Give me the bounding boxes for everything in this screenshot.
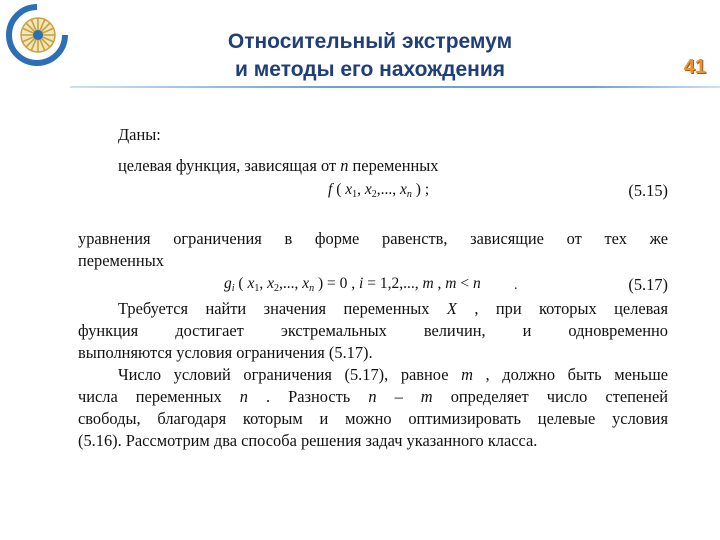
objective-intro: целевая функция, зависящая от n переменных <box>118 156 439 175</box>
page-number: 41 <box>683 56 706 78</box>
task-line-3: выполняются условия ограничения (5.17). <box>78 343 373 362</box>
constraints-line-2: переменных <box>78 251 164 270</box>
constraints-count-line-3: свободы, благодаря которым и можно оптимизировать целевые условия <box>78 409 668 428</box>
given-label: Даны: <box>118 125 161 144</box>
formula-5-17: $g_i$ ( $x_1$, $x_2$,..., $x_n$ ) = 0 , i = 1,2,..., m , m < n <box>224 275 481 294</box>
equation-number-5-17: (5.17) <box>628 275 668 294</box>
task-line-2: функция достигает экстремальных величин, и одновременно <box>78 321 668 340</box>
page-title <box>150 28 590 84</box>
formula-terminator: . <box>514 278 518 293</box>
formula-5-15: f ( $x_1$, $x_2$,..., $x_n$ ) ; <box>328 181 430 200</box>
header-divider <box>70 86 720 88</box>
task-line-1: Требуется найти значения переменных X , при которых целевая <box>118 299 668 318</box>
company-logo-icon <box>6 4 68 66</box>
constraints-count-line-4: (5.16). Рассмотрим два способа решения задач указанного класса. <box>78 431 538 450</box>
title-line-1: Относительный экстремум <box>227 30 513 53</box>
constraints-line-1: уравнения ограничения в форме равенств, зависящие от тех же <box>78 229 668 248</box>
constraints-count-line-1: Число условий ограничения (5.17), равное m , должно быть меньше <box>118 365 668 384</box>
constraints-count-line-2: числа переменных n . Разность n – m определяет число степеней <box>78 387 668 406</box>
title-line-2: и методы его нахождения <box>235 58 505 81</box>
equation-number-5-15: (5.15) <box>628 181 668 200</box>
